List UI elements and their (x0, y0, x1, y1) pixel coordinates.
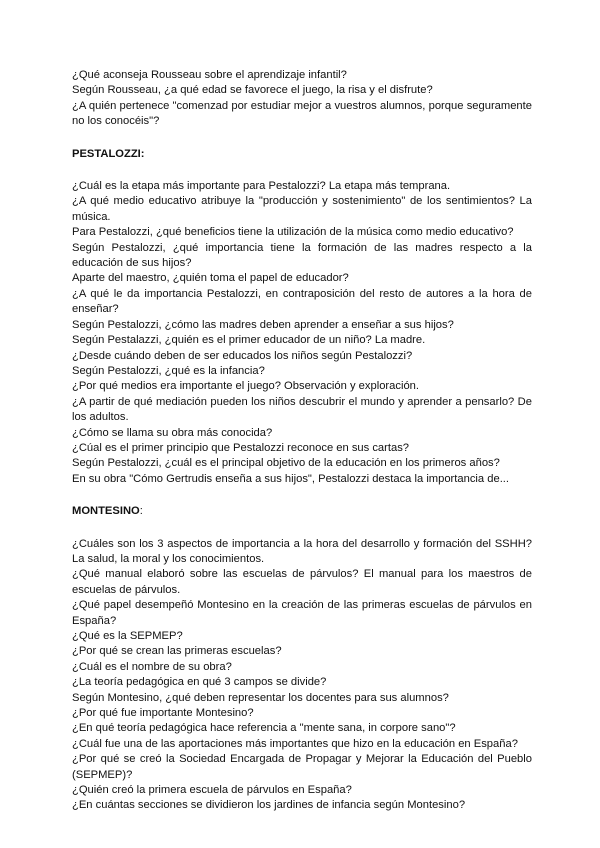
question-line: Para Pestalozzi, ¿qué beneficios tiene la utilización de la música como medio educativo? (72, 226, 514, 239)
question-line: Según Montesino, ¿qué deben representar los docentes para sus alumnos? (72, 691, 449, 704)
question-line: Según Pestalazzi, ¿quién es el primer educador de un niño? La madre. (72, 334, 426, 347)
question-line: ¿Qué papel desempeñó Montesino en la creación de las primeras escuelas de párvulos en España? (72, 599, 532, 627)
question-line: ¿Por qué se creó la Sociedad Encargada de Propagar y Mejorar la Educación del Pueblo (SEPMEP)? (72, 753, 532, 781)
document-page (72, 68, 532, 814)
question-line: ¿Cúal es el primer principio que Pestalozzi reconoce en sus cartas? (72, 441, 410, 454)
montesino-heading-name: MONTESINO (72, 505, 140, 518)
montesino-heading-colon: : (139, 505, 143, 518)
question-line: ¿A qué le da importancia Pestalozzi, en contraposición del resto de autores a la hora de enseñar? (72, 287, 532, 316)
question-line: Según Pestalozzi, ¿cuál es el principal objetivo de la educación en los primeros años? (72, 457, 500, 470)
question-line: En su obra "Cómo Gertrudis enseña a sus hijos", Pestalozzi destaca la importancia de... (72, 472, 510, 485)
question-line: ¿En qué teoría pedagógica hace referencia a "mente sana, in corpore sano"? (72, 722, 456, 735)
montesino-heading (72, 504, 532, 519)
question-line: Según Rousseau, ¿a qué edad se favorece el juego, la risa y el disfrute? (72, 84, 433, 97)
question-line: ¿Quién creó la primera escuela de párvulos en España? (72, 784, 352, 797)
question-line: ¿Por qué fue importante Montesino? (72, 707, 254, 720)
question-line: ¿Por qué se crean las primeras escuelas? (72, 645, 282, 658)
question-line: ¿Por qué medios era importante el juego? Observación y exploración. (72, 380, 419, 393)
question-line: ¿La teoría pedagógica en qué 3 campos se divide? (72, 676, 327, 689)
pestalozzi-heading: PESTALOZZI: (72, 147, 145, 160)
question-line: Según Pestalozzi, ¿qué importancia tiene la formación de las madres respecto a la educación de sus hijos? (72, 241, 532, 270)
question-line: ¿Cuál es el nombre de su obra? (72, 660, 232, 673)
question-line: ¿Qué aconseja Rousseau sobre el aprendizaje infantil? (72, 69, 347, 81)
question-line: ¿A quién pertenece "comenzad por estudiar mejor a vuestros alumnos, porque seguramente no los conocéis"? (72, 99, 532, 128)
question-line: ¿Cuál es la etapa más importante para Pestalozzi? La etapa más temprana. (72, 180, 451, 193)
question-line: ¿Cuál fue una de las aportaciones más importantes que hizo en la educación en España? (72, 737, 518, 750)
intro-section (72, 68, 532, 130)
question-line: ¿Cómo se llama su obra más conocida? (72, 426, 273, 439)
question-line: ¿Cuáles son los 3 aspectos de importancia a la hora del desarrollo y formación del SSHH? La salud, la moral y los conocimientos. (72, 537, 532, 565)
question-line: Aparte del maestro, ¿quién toma el papel de educador? (72, 272, 349, 285)
question-line: ¿Qué manual elaboró sobre las escuelas de párvulos? El manual para los maestros de escuelas de párvulos. (72, 568, 532, 596)
question-line: ¿A partir de qué mediación pueden los niños descubrir el mundo y aprender a pensarlo? De los adultos. (72, 395, 532, 424)
montesino-section (72, 537, 532, 814)
question-line: ¿A qué medio educativo atribuye la "producción y sostenimiento" de los sentimientos? La música. (72, 195, 532, 223)
question-line: Según Pestalozzi, ¿cómo las madres deben aprender a enseñar a sus hijos? (72, 318, 454, 331)
question-line: ¿Qué es la SEPMEP? (72, 630, 183, 642)
question-line: ¿En cuántas secciones se dividieron los jardines de infancia según Montesino? (72, 799, 466, 812)
question-line: ¿Desde cuándo deben de ser educados los niños según Pestalozzi? (72, 349, 413, 362)
question-line: Según Pestalozzi, ¿qué es la infancia? (72, 364, 265, 377)
pestalozzi-section (72, 179, 532, 487)
